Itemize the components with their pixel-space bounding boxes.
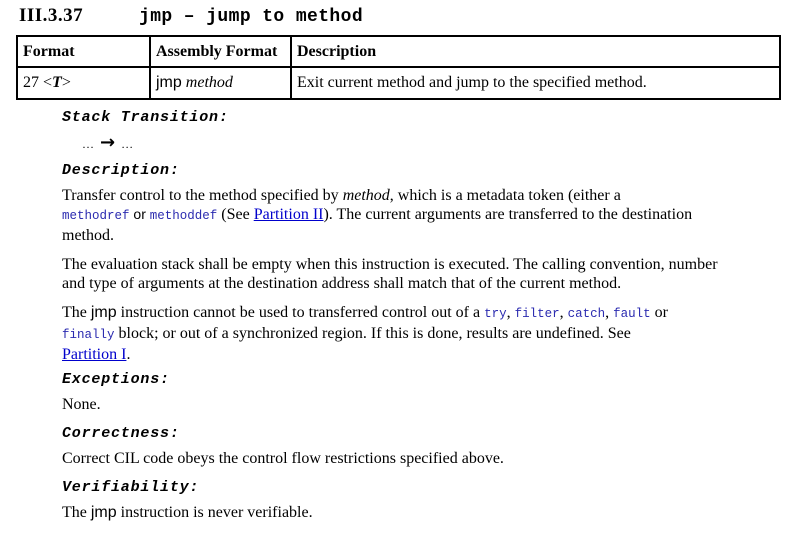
section-title: jmp – jump to method	[139, 7, 364, 27]
exceptions-text: None.	[62, 396, 101, 413]
header-format: Format	[17, 36, 150, 67]
description-paragraph-3: The jmp instruction cannot be used to transferred control out of a try, filter, catch, fault or finally block; or out of a synchronized region. If this is done, results are undefined. See Partition I.	[62, 304, 668, 363]
header-assembly-format: Assembly Format	[150, 36, 291, 67]
cell-description: Exit current method and jump to the specified method.	[291, 67, 780, 99]
verifiability-heading: Verifiability:	[62, 479, 200, 496]
partition-ii-link[interactable]: Partition II	[253, 206, 324, 223]
verifiability-text: The jmp instruction is never verifiable.	[62, 504, 313, 521]
code-catch: catch	[567, 307, 606, 321]
code-methodref: methodref	[62, 209, 130, 223]
section-number: III.3.37	[19, 5, 84, 26]
partition-i-link[interactable]: Partition I	[62, 346, 127, 363]
format-table	[16, 35, 781, 100]
stack-after: …	[121, 137, 134, 151]
table-header-row	[17, 36, 780, 67]
code-filter: filter	[514, 307, 560, 321]
section-heading	[19, 5, 363, 27]
description-paragraph-1: Transfer control to the method specified by method, which is a metadata token (either a methodref or methoddef (See Partition II). The current arguments are transferred to the destination method.	[62, 187, 693, 244]
stack-before: …	[82, 137, 94, 151]
stack-transition	[82, 133, 742, 155]
correctness-text: Correct CIL code obeys the control flow restrictions specified above.	[62, 450, 504, 467]
code-try: try	[484, 307, 507, 321]
table-row	[17, 67, 780, 99]
cell-assembly-format: jmp method	[150, 67, 291, 99]
code-fault: fault	[613, 307, 651, 321]
instruction-body	[62, 108, 742, 522]
description-paragraph-2: The evaluation stack shall be empty when this instruction is executed. The calling convention, number and type of arguments at the destination address shall match that of the current method.	[62, 256, 718, 292]
exceptions-heading: Exceptions:	[62, 371, 170, 388]
correctness-heading: Correctness:	[62, 425, 180, 442]
cell-format: 27 <T>	[17, 67, 150, 99]
code-methoddef: methoddef	[149, 209, 218, 223]
header-description: Description	[291, 36, 780, 67]
description-heading: Description:	[62, 162, 180, 179]
stack-transition-heading: Stack Transition:	[62, 109, 229, 126]
code-finally: finally	[62, 328, 115, 342]
right-arrow-icon: →	[100, 132, 116, 153]
